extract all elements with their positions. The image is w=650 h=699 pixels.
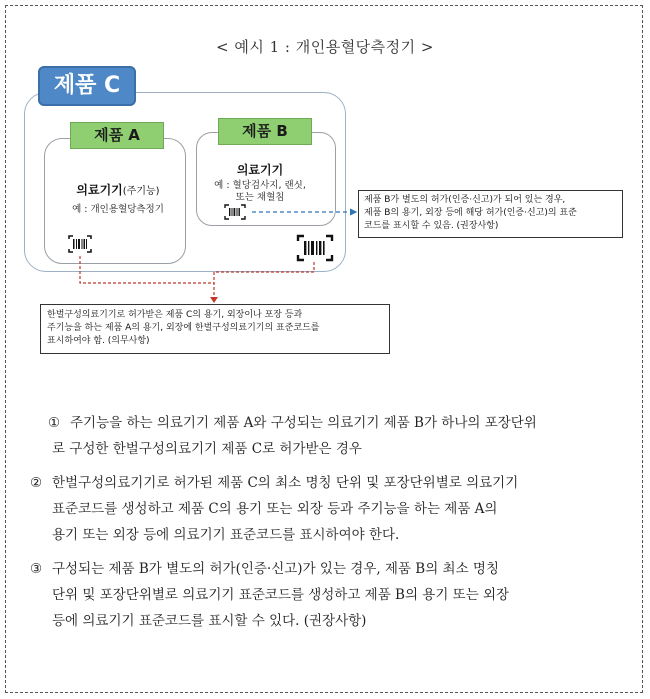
item-text: 로 구성한 한벌구성의료기기 제품 C로 허가받은 경우 — [52, 441, 362, 457]
device-b-example-line: 또는 채혈침 — [235, 192, 285, 203]
item-text: 단위 및 포장단위별로 의료기기 표준코드를 생성하고 제품 B의 용기 또는 외장 — [52, 587, 510, 603]
note-main-line: 표시하여야 함. (의무사항) — [47, 336, 150, 346]
explanation-item-3-cont — [30, 582, 640, 608]
item-marker: ② — [30, 475, 43, 491]
item-marker: ① — [48, 415, 61, 431]
item-text: 주기능을 하는 의료기기 제품 A와 구성되는 의료기기 제품 B가 하나의 포장단위 — [70, 415, 537, 431]
note-main-line: 주기능을 하는 제품 A의 용기, 외장에 한벌구성의료기기의 표준코드를 — [47, 323, 320, 333]
note-main-line: 한벌구성의료기기로 허가받은 제품 C의 용기, 외장이나 포장 등과 — [47, 310, 303, 320]
explanation-item-2 — [30, 470, 640, 496]
note-mandatory — [40, 304, 390, 354]
device-a-main-text: 의료기기 — [76, 183, 123, 197]
explanation-item-2-cont — [30, 522, 640, 548]
explanation-item-3 — [30, 556, 640, 582]
device-b-example-line: 예 : 혈당검사지, 랜싯, — [214, 180, 306, 191]
device-a-example: 예 : 개인용혈당측정기 — [72, 204, 164, 215]
note-b-line: 코드를 표시할 수 있음. (권장사항) — [364, 221, 499, 231]
explanation-list — [30, 410, 640, 634]
explanation-item-3-cont — [30, 608, 640, 634]
item-text: 용기 또는 외장 등에 의료기기 표준코드를 표시하여야 한다. — [52, 527, 400, 543]
device-b-title: 의료기기 — [236, 163, 284, 177]
item-text: 등에 의료기기 표준코드를 표시할 수 있다. (권장사항) — [52, 613, 367, 629]
item-text: 구성되는 제품 B가 별도의 허가(인증·신고)가 있는 경우, 제품 B의 최소 명칭 — [52, 561, 500, 577]
explanation-item-1-cont — [30, 436, 640, 462]
product-a-label: 제품 A — [70, 122, 164, 149]
note-b-line: 제품 B가 별도의 허가(인증·신고)가 되어 있는 경우, — [364, 195, 566, 205]
device-a-suffix: (주기능) — [122, 186, 160, 197]
item-marker: ③ — [30, 561, 43, 577]
note-b-line: 제품 B의 용기, 외장 등에 해당 허가(인증·신고)의 표준 — [364, 208, 577, 218]
explanation-item-2-cont — [30, 496, 640, 522]
note-product-b — [358, 190, 623, 238]
item-text: 표준코드를 생성하고 제품 C의 용기 또는 외장 등과 주기능을 하는 제품 A의 — [52, 501, 498, 517]
example-title: < 예시 1 : 개인용혈당측정기 > — [216, 38, 434, 56]
product-b-label: 제품 B — [218, 118, 312, 145]
arrow-to-note-main — [80, 256, 314, 302]
product-c-label: 제품 C — [38, 66, 136, 106]
item-text: 한벌구성의료기기로 허가된 제품 C의 최소 명칭 단위 및 포장단위별로 의료기기 — [52, 475, 519, 491]
explanation-item-1 — [30, 410, 640, 436]
